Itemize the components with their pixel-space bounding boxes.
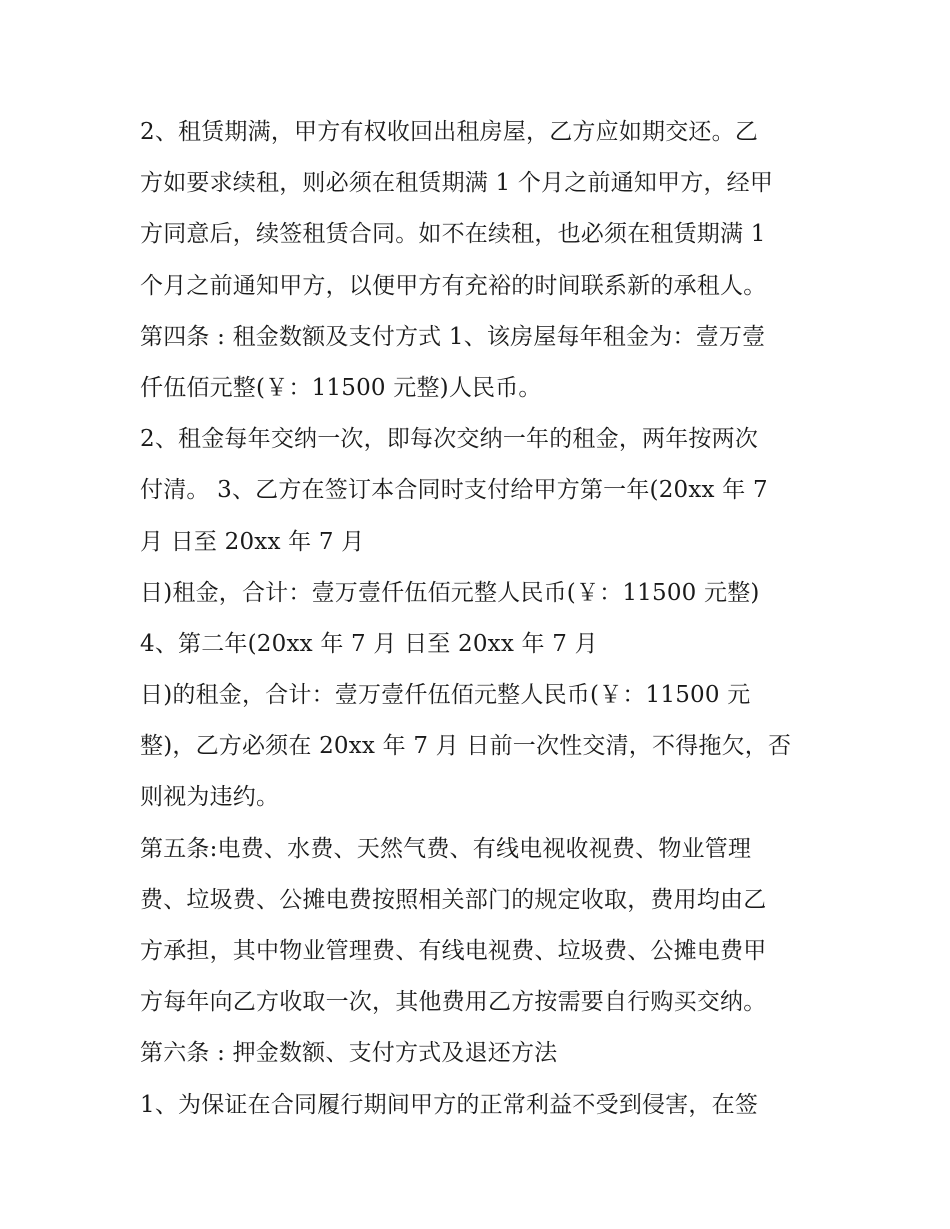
paragraph-line: 方同意后，续签租赁合同。如不在续租，也必须在租赁期满 1 — [140, 221, 766, 248]
paragraph-line: 个月之前通知甲方，以便甲方有充裕的时间联系新的承租人。 — [140, 272, 767, 299]
paragraph-line: 4、第二年(20xx 年 7 月 日至 20xx 年 7 月 — [140, 630, 598, 657]
paragraph-line: 方如要求续租，则必须在租赁期满 1 个月之前通知甲方，经甲 — [140, 170, 774, 197]
paragraph-line: 月 日至 20xx 年 7 月 — [140, 528, 365, 555]
article-heading-line: 第五条:电费、水费、天然气费、有线电视收视费、物业管理 — [140, 835, 752, 862]
article-heading-line: 第六条 : 押金数额、支付方式及退还方法 — [140, 1040, 558, 1067]
paragraph-line: 则视为违约。 — [140, 784, 280, 811]
paragraph-line: 2、租金每年交纳一次，即每次交纳一年的租金，两年按两次 — [140, 426, 759, 453]
article-heading-line: 第四条 : 租金数额及支付方式 1、该房屋每年租金为：壹万壹 — [140, 323, 766, 350]
paragraph-line: 整)，乙方必须在 20xx 年 7 月 日前一次性交清，不得拖欠，否 — [140, 733, 792, 760]
paragraph-line: 仟伍佰元整(￥：11500 元整)人民币。 — [140, 374, 542, 401]
paragraph-line: 方承担，其中物业管理费、有线电视费、垃圾费、公摊电费甲 — [140, 938, 767, 964]
document-body — [140, 107, 820, 1131]
paragraph-line: 日)租金，合计：壹万壹仟伍佰元整人民币(￥：11500 元整) — [140, 579, 760, 606]
paragraph-line: 1、为保证在合同履行期间甲方的正常利益不受到侵害，在签 — [140, 1091, 759, 1118]
paragraph-line: 日)的租金，合计：壹万壹仟伍佰元整人民币(￥：11500 元 — [140, 682, 751, 709]
paragraph-line: 方每年向乙方收取一次，其他费用乙方按需要自行购买交纳。 — [140, 989, 767, 1016]
paragraph-line: 2、租赁期满，甲方有权收回出租房屋，乙方应如期交还。乙 — [140, 119, 759, 145]
paragraph-line: 费、垃圾费、公摊电费按照相关部门的规定收取，费用均由乙 — [140, 886, 767, 913]
paragraph-line: 付清。 3、乙方在签订本合同时支付给甲方第一年(20xx 年 7 — [140, 477, 768, 504]
